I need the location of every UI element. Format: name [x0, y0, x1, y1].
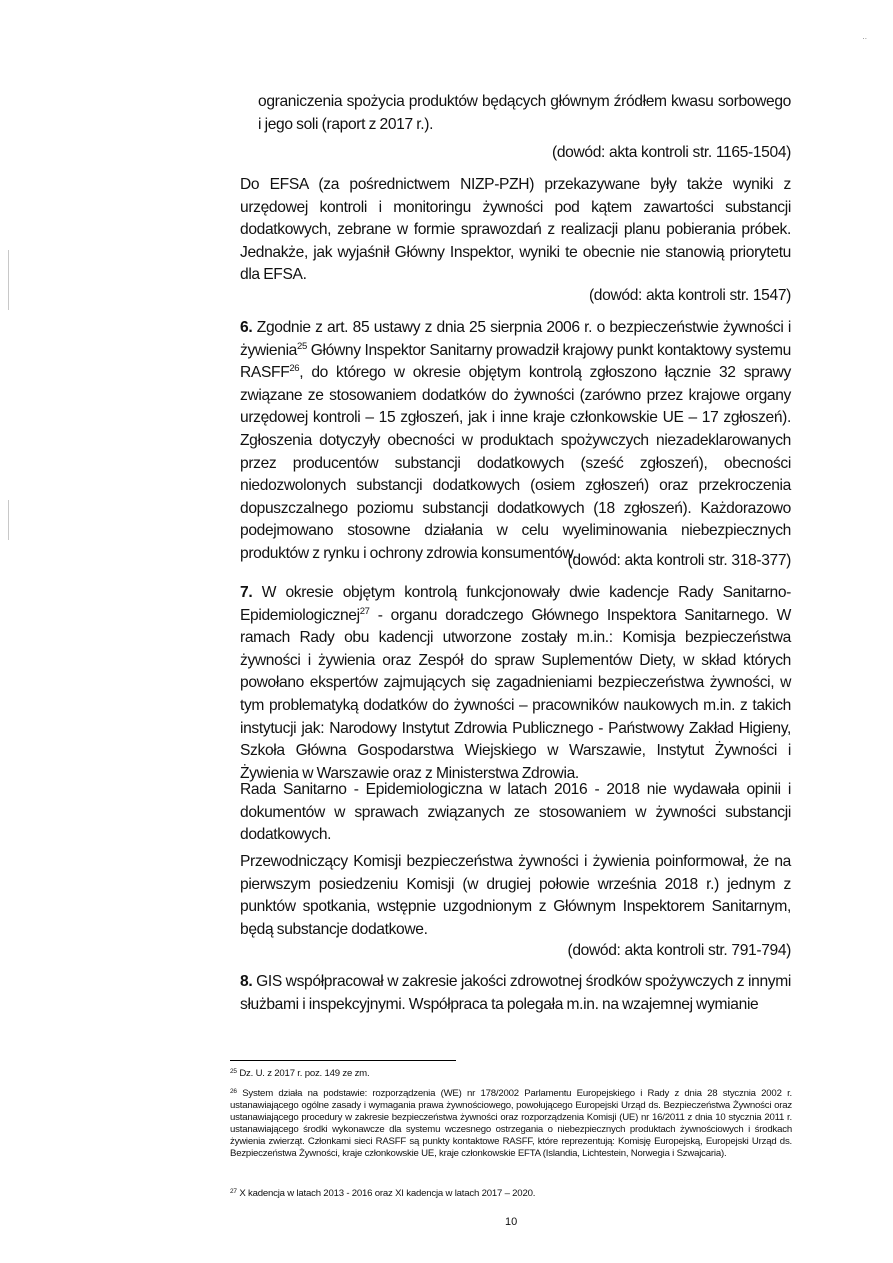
paragraph-text: Główny Inspektor Sanitarny prowadził krajowy punkt kontaktowy systemu RASFF — [240, 341, 791, 382]
evidence-reference: (dowód: akta kontroli str. 791-794) — [567, 942, 791, 959]
footnote-ref: 27 — [359, 605, 370, 617]
paragraph-chairman: Przewodniczący Komisji bezpieczeństwa żywności i żywienia poinformował, że na pierwszym posiedzeniu Komisji (w drugiej połowie września 2018 r.) jednym z punktów spotkania, wstępnie uzgodnionym z Głównym Inspektorem Sanitarnym, będą substancje dodatkowe. — [240, 853, 791, 938]
footnote-text: X kadencja w latach 2013 - 2016 oraz XI kadencja w latach 2017 – 2020. — [239, 1188, 536, 1199]
section-number: 8. — [240, 973, 253, 990]
footnote-26 — [230, 1088, 792, 1160]
paragraph-text: GIS współpracował w zakresie jakości zdrowotnej środków spożywczych z innymi służbami i inspekcyjnymi. Współpraca ta polegała m.in. na wzajemnej wymianie — [240, 973, 791, 1013]
footnote-text: Dz. U. z 2017 r. poz. 149 ze zm. — [239, 1068, 370, 1079]
footnote-27 — [230, 1188, 792, 1200]
paragraph-text: , do którego w okresie objętym kontrolą zgłoszono łącznie 32 sprawy związane ze stosowaniem dodatków do żywności (zarówno przez krajowe organy urzędowej kontroli – 15 zgłoszeń, jak i inne kraje członkowskie UE – 17 zgłoszeń). Zgłoszenia dotyczyły obecności w produktach spożywczych niezadeklarowanych przez producentów substancji dodatkowych (sześć zgłoszeń), obecności niedozwolonych substancji dodatkowych (osiem zgłoszeń) oraz przekroczenia dopuszczalnego poziomu substancji dodatkowych (18 zgłoszeń). Każdorazowo podejmowano stosowne działania w celu wyeliminowania niebezpiecznych produktów z rynku i ochrony zdrowia konsumentów. — [240, 364, 791, 562]
corner-mark: .. — [862, 32, 867, 41]
margin-mark — [8, 500, 9, 540]
paragraph-efsa: Do EFSA (za pośrednictwem NIZP-PZH) przekazywane były także wyniki z urzędowej kontroli i monitoringu żywności pod kątem zawartości substancji dodatkowych, zebrane w formie sprawozdań z realizacji planu pobierania próbek. Jednakże, jak wyjaśnił Główny Inspektor, wyniki te obecnie nie stanowią priorytetu dla EFSA. — [240, 176, 791, 284]
footnote-number: 25 — [230, 1068, 237, 1075]
footnote-25 — [230, 1068, 792, 1080]
footnote-number: 26 — [230, 1088, 237, 1095]
evidence-reference: (dowód: akta kontroli str. 1165-1504) — [551, 144, 791, 161]
footnote-number: 27 — [230, 1188, 237, 1195]
paragraph-text: W okresie objętym kontrolą funkcjonowały dwie kadencje Rady Sanitarno-Epidemiologicznej — [240, 584, 792, 624]
footnote-text: System działa na podstawie: rozporządzenia (WE) nr 178/2002 Parlamentu Europejskiego i Rady z dnia 28 stycznia 2002 r. ustanawiającego ogólne zasady i wymagania prawa żywnościowego, powołującego Europejski Urząd ds. Bezpieczeństwa Żywności oraz ustanawiającego procedury w zakresie bezpieczeństwa żywności oraz rozporządzenia Komisji (UE) nr 16/2011 z dnia 10 stycznia 2011 r. ustanawiającego środki wykonawcze dla systemu wczesnego ostrzegania o niebezpiecznych produktach żywnościowych i środkach żywienia zwierząt. Członkami sieci RASFF są punkty kontaktowe RASFF, które reprezentują: Komisję Europejską, Europejski Urząd ds. Bezpieczeństwa Żywności, kraje członkowskie UE, kraje członkowskie EFTA (Islandia, Lichtestein, Norwegia i Szwajcaria). — [230, 1088, 792, 1159]
page-number: 10 — [505, 1216, 518, 1228]
paragraph-intro-continuation: ograniczenia spożycia produktów będących głównym źródłem kwasu sorbowego i jego soli (raport z 2017 r.). — [258, 93, 791, 133]
paragraph-section-6 — [240, 317, 791, 566]
paragraph-text: - organu doradczego Głównego Inspektora Sanitarnego. W ramach Rady obu kadencji utworzone zostały m.in.: Komisja bezpieczeństwa żywności i żywienia oraz Zespół do spraw Suplementów Diety, w skład których powołano ekspertów zajmujących się zagadnieniami bezpieczeństwa żywności, w tym problematyką dodatków do żywności – pracowników naukowych m.in. z takich instytucji jak: Narodowy Instytut Zdrowia Publicznego - Państwowy Zakład Higieny, Szkoła Główna Gospodarstwa Wiejskiego w Warszawie, Instytut Żywności i Żywienia w Warszawie oraz z Ministerstwa Zdrowia. — [240, 606, 791, 782]
paragraph-council: Rada Sanitarno - Epidemiologiczna w latach 2016 - 2018 nie wydawała opinii i dokumentów w sprawach związanych ze stosowaniem w żywności substancji dodatkowych. — [240, 781, 791, 844]
paragraph-section-7 — [240, 582, 791, 785]
paragraph-text: Zgodnie z art. 85 ustawy z dnia 25 sierpnia 2006 r. o bezpieczeństwie żywności i żywienia — [240, 319, 791, 359]
footnote-separator — [230, 1060, 456, 1061]
footnote-ref: 26 — [289, 363, 300, 375]
margin-mark — [8, 250, 9, 310]
paragraph-section-8 — [240, 971, 791, 1016]
footnote-ref: 25 — [297, 340, 307, 352]
evidence-reference: (dowód: akta kontroli str. 1547) — [588, 287, 791, 304]
section-number: 6. — [240, 319, 253, 336]
evidence-reference: (dowód: akta kontroli str. 318-377) — [567, 552, 791, 569]
section-number: 7. — [240, 584, 253, 601]
